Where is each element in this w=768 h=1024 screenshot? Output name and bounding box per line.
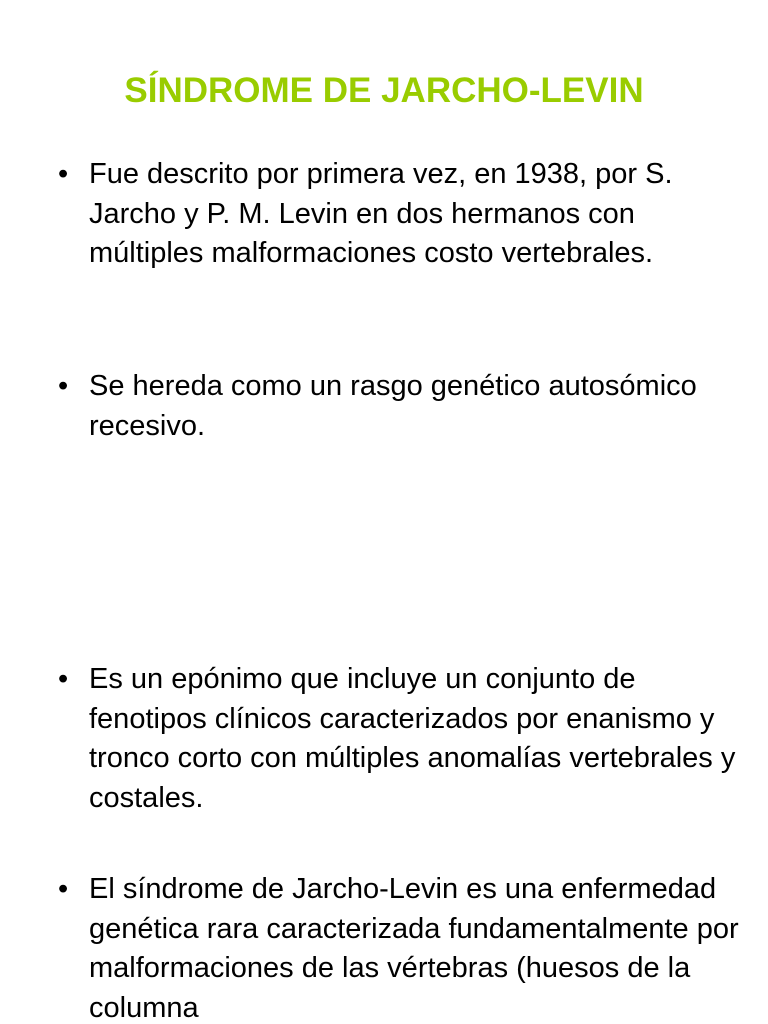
bullet-icon: • (58, 873, 69, 905)
bullet-icon: • (58, 158, 69, 190)
bullet-item (58, 155, 748, 274)
bullet-icon: • (58, 663, 69, 695)
bullet-text: Se hereda como un rasgo genético autosómico recesivo. (89, 370, 697, 442)
bullet-icon: • (58, 370, 69, 402)
bullet-text: Fue descrito por primera vez, en 1938, por S. Jarcho y P. M. Levin en dos hermanos con múltiples malformaciones costo vertebrales. (89, 158, 673, 269)
slide-title: SÍNDROME DE JARCHO-LEVIN (124, 71, 644, 110)
bullet-text: El síndrome de Jarcho-Levin es una enfermedad genética rara caracterizada fundamentalmente por malformaciones de las vértebras (huesos de la columna (89, 873, 739, 1024)
bullet-text: Es un epónimo que incluye un conjunto de fenotipos clínicos caracterizados por enanismo y tronco corto con múltiples anomalías vertebrales y costales. (89, 663, 736, 814)
bullet-item (58, 367, 748, 446)
bullet-item (58, 870, 748, 1024)
bullet-item (58, 660, 748, 818)
